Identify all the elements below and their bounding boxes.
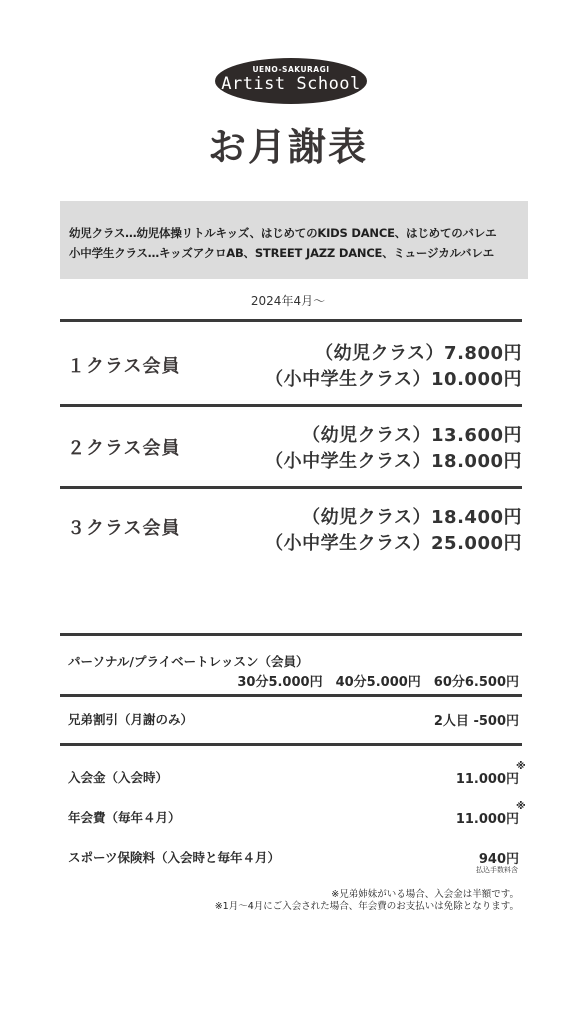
tier-3-name: ３クラス会員: [67, 518, 181, 539]
effective-date: 2024年4月～: [250, 294, 326, 308]
class-info-box: [60, 201, 528, 279]
personal-lesson-label: パーソナル/プライベートレッスン（会員）: [68, 654, 309, 669]
tier-1-student-price: （小中学生クラス）10.000円: [265, 369, 522, 390]
divider: [60, 486, 522, 489]
annual-fee-label: 年会費（毎年４月）: [68, 810, 181, 825]
tier-2-child-price: （幼児クラス）13.600円: [302, 425, 522, 446]
footnote-annual-fee: ※1月～4月にご入会された場合、年会費のお支払いは免除となります。: [214, 901, 519, 912]
tier-1-child-price: （幼児クラス）7.800円: [315, 343, 522, 364]
logo-name: Artist School: [221, 74, 361, 94]
tier-1-name: １クラス会員: [67, 356, 181, 377]
tier-3-child-price: （幼児クラス）18.400円: [302, 507, 522, 528]
insurance-fee-value: 940円: [478, 852, 519, 867]
footnote-sibling: ※兄弟姉妹がいる場合、入会金は半額です。: [331, 889, 519, 900]
annual-fee-value: 11.000円: [455, 812, 519, 827]
class-info-line-kids: 幼児クラス…幼児体操リトルキッズ、はじめてのKIDS DANCE、はじめてのバレエ: [69, 226, 497, 240]
logo-subtitle: UENO-SAKURAGI: [252, 65, 330, 74]
tier-2-student-price: （小中学生クラス）18.000円: [265, 451, 522, 472]
divider: [60, 319, 522, 322]
personal-lesson-prices: 30分5.000円 40分5.000円 60分6.500円: [237, 675, 519, 690]
sibling-discount-label: 兄弟割引（月謝のみ）: [68, 712, 194, 727]
insurance-fee-note: 払込手数料含: [476, 866, 518, 874]
school-logo: [215, 58, 367, 104]
page-title: お月謝表: [207, 125, 368, 169]
divider: [60, 404, 522, 407]
tier-2-name: ２クラス会員: [67, 438, 181, 459]
enrollment-fee-label: 入会金（入会時）: [68, 770, 169, 785]
divider: [60, 633, 522, 636]
class-info-line-students: 小中学生クラス…キッズアクロAB、STREET JAZZ DANCE、ミュージカルバレエ: [69, 246, 494, 260]
sibling-discount-value: 2人目 -500円: [433, 714, 519, 729]
divider: [60, 694, 522, 697]
annual-fee-mark: ※: [516, 801, 526, 812]
tier-3-student-price: （小中学生クラス）25.000円: [265, 533, 522, 554]
divider: [60, 743, 522, 746]
insurance-fee-label: スポーツ保険料（入会時と毎年４月）: [68, 850, 281, 865]
enrollment-fee-mark: ※: [516, 761, 526, 772]
enrollment-fee-value: 11.000円: [455, 772, 519, 787]
